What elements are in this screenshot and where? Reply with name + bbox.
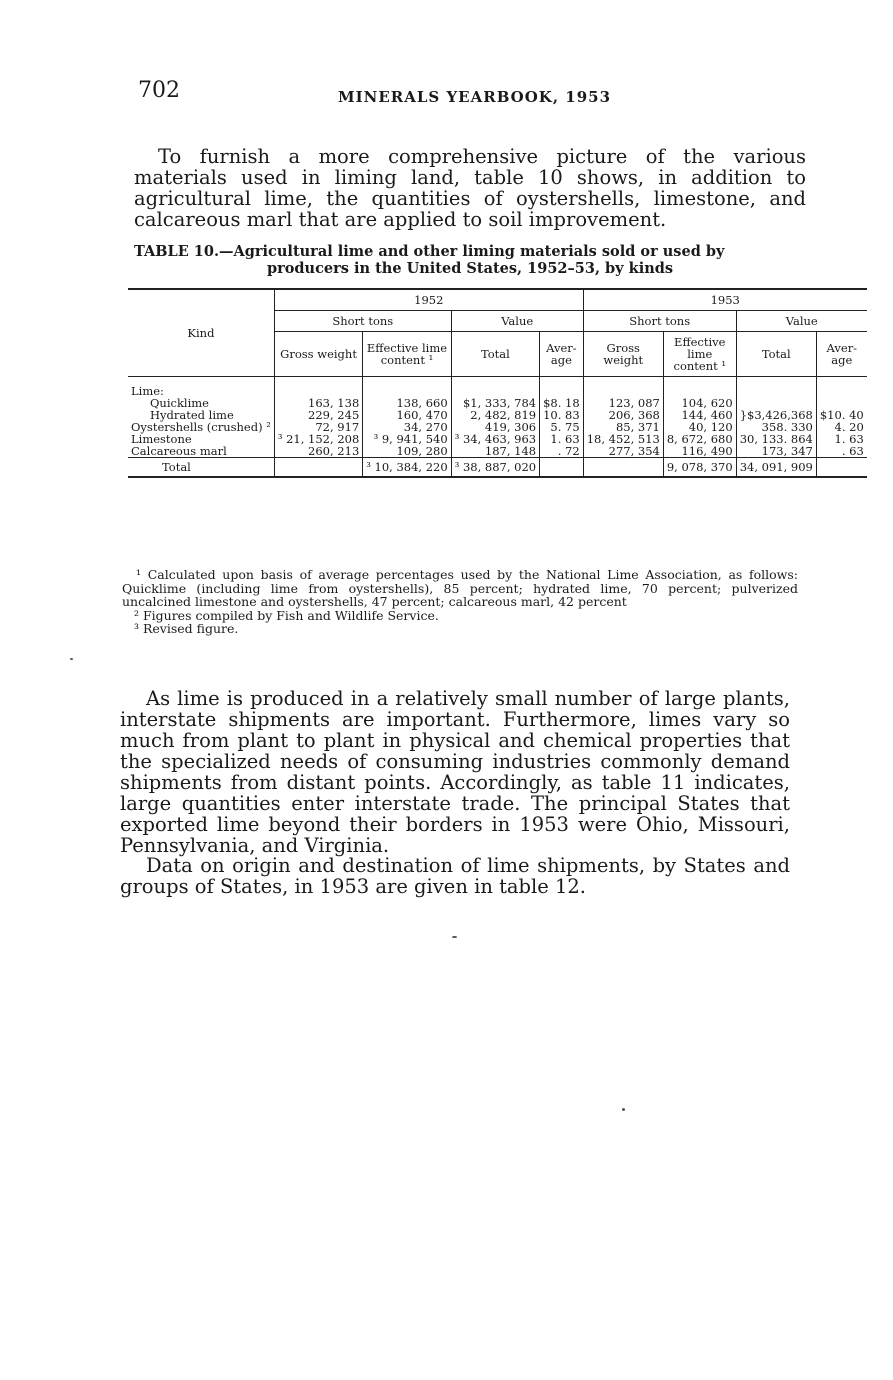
year-1953-header: 1953 [583,289,867,311]
cell: 160, 470 [363,409,451,421]
intro-paragraph: To furnish a more comprehensive picture of the various materials used in liming land, table 10 shows, in addition to agricultural lime, the quantities of oystershells, limestone, and calcareous marl that are applied to soil improvement. [134,144,806,231]
cell [583,458,663,478]
cell: ³ 38, 887, 020 [451,458,539,478]
liming-materials-table [128,288,867,478]
kind-header: Kind [128,289,274,377]
cell: 18, 452, 513 [583,433,663,445]
cell: ³ 21, 152, 208 [274,433,362,445]
cell: 187, 148 [451,445,539,458]
effective-lime-1952-header: Effective lime content ¹ [363,332,451,377]
table-title [134,243,806,277]
cell: 5. 75 [540,421,584,433]
cell: $1, 333, 784 [451,397,539,409]
cell [274,458,362,478]
cell: 173, 347 [736,445,816,458]
total-1952-header: Total [451,332,539,377]
scan-speck [70,658,73,660]
cell: $8. 18 [540,397,584,409]
total-1953-header: Total [736,332,816,377]
body-paragraph-2: As lime is produced in a relatively small number of large plants, interstate shipments are important. Furthermore, limes vary so much from plant to plant in physical and chemical properties that the specialized needs of consuming industries commonly demand shipments from distant points. Accordingly, as table 11 indicates, large quantities enter interstate trade. The principal States that exported lime beyond their borders in 1953 were Ohio, Missouri, Pennsylvania, and Virginia. [120,686,790,857]
cell: 34, 091, 909 [736,458,816,478]
average-1952-header: Aver-age [540,332,584,377]
cell: 8, 672, 680 [663,433,736,445]
scan-speck [622,1108,625,1111]
cell: 40, 120 [663,421,736,433]
cell: 138, 660 [363,397,451,409]
row-kind: Quicklime [128,397,274,409]
gross-weight-1953-header: Gross weight [583,332,663,377]
cell: 206, 368 [583,409,663,421]
footnote-3: ³ Revised figure. [134,621,239,636]
gross-weight-1952-header: Gross weight [274,332,362,377]
row-kind: Hydrated lime [128,409,274,421]
short-tons-1952-header: Short tons [274,311,451,332]
row-kind: Oystershells (crushed) ² [128,421,274,433]
cell [540,458,584,478]
cell: }$3,426,368 [736,409,816,421]
scan-speck [452,936,457,938]
cell: 229, 245 [274,409,362,421]
short-tons-1953-header: Short tons [583,311,736,332]
page-number: 702 [138,78,180,103]
group-label: Lime: [128,377,274,398]
cell: 104, 620 [663,397,736,409]
cell: ³ 10, 384, 220 [363,458,451,478]
cell: ³ 9, 941, 540 [363,433,451,445]
body-paragraph-3: Data on origin and destination of lime shipments, by States and groups of States, in 1953 are given in table 12. [120,853,790,898]
year-1952-header: 1952 [274,289,583,311]
table-row [128,445,867,458]
table-row [128,377,867,398]
cell: 123, 087 [583,397,663,409]
cell: 2, 482, 819 [451,409,539,421]
cell: 419, 306 [451,421,539,433]
running-head: MINERALS YEARBOOK, 1953 [338,88,612,106]
cell: 116, 490 [663,445,736,458]
cell: 109, 280 [363,445,451,458]
cell: 277, 354 [583,445,663,458]
value-1953-header: Value [736,311,867,332]
cell: 10. 83 [540,409,584,421]
table-total-row [128,458,867,478]
table-title-line1: TABLE 10.—Agricultural lime and other liming materials sold or used by [134,243,725,260]
row-kind: Limestone [128,433,274,445]
cell: 1. 63 [816,433,866,445]
table-title-line2: producers in the United States, 1952–53, by kinds [266,260,674,277]
cell: 9, 078, 370 [663,458,736,478]
row-kind: Calcareous marl [128,445,274,458]
average-1953-header: Aver-age [816,332,866,377]
footnote-2: ² Figures compiled by Fish and Wildlife Service. [134,607,439,623]
cell: . 63 [816,445,866,458]
cell: 34, 270 [363,421,451,433]
cell [816,458,866,478]
total-label: Total [128,458,274,478]
cell: . 72 [540,445,584,458]
cell: 358. 330 [736,421,816,433]
footnote-1: ¹ Calculated upon basis of average percentages used by the National Lime Association, as follows: Quicklime (including lime from oystershells), 85 percent; hydrated lime, 70 percent; pulverized uncalcined limestone and oystershells, 47 percent; calcareous marl, 42 percent [122,567,798,609]
cell: 85, 371 [583,421,663,433]
cell: $10. 40 [816,409,866,421]
footnotes [122,568,798,636]
cell: 30, 133. 864 [736,433,816,445]
cell: 4. 20 [816,421,866,433]
cell: 260, 213 [274,445,362,458]
effective-lime-1953-header: Effective lime content ¹ [663,332,736,377]
cell: 163, 138 [274,397,362,409]
value-1952-header: Value [451,311,583,332]
cell: ³ 34, 463, 963 [451,433,539,445]
cell: 72, 917 [274,421,362,433]
cell: 144, 460 [663,409,736,421]
cell: 1. 63 [540,433,584,445]
